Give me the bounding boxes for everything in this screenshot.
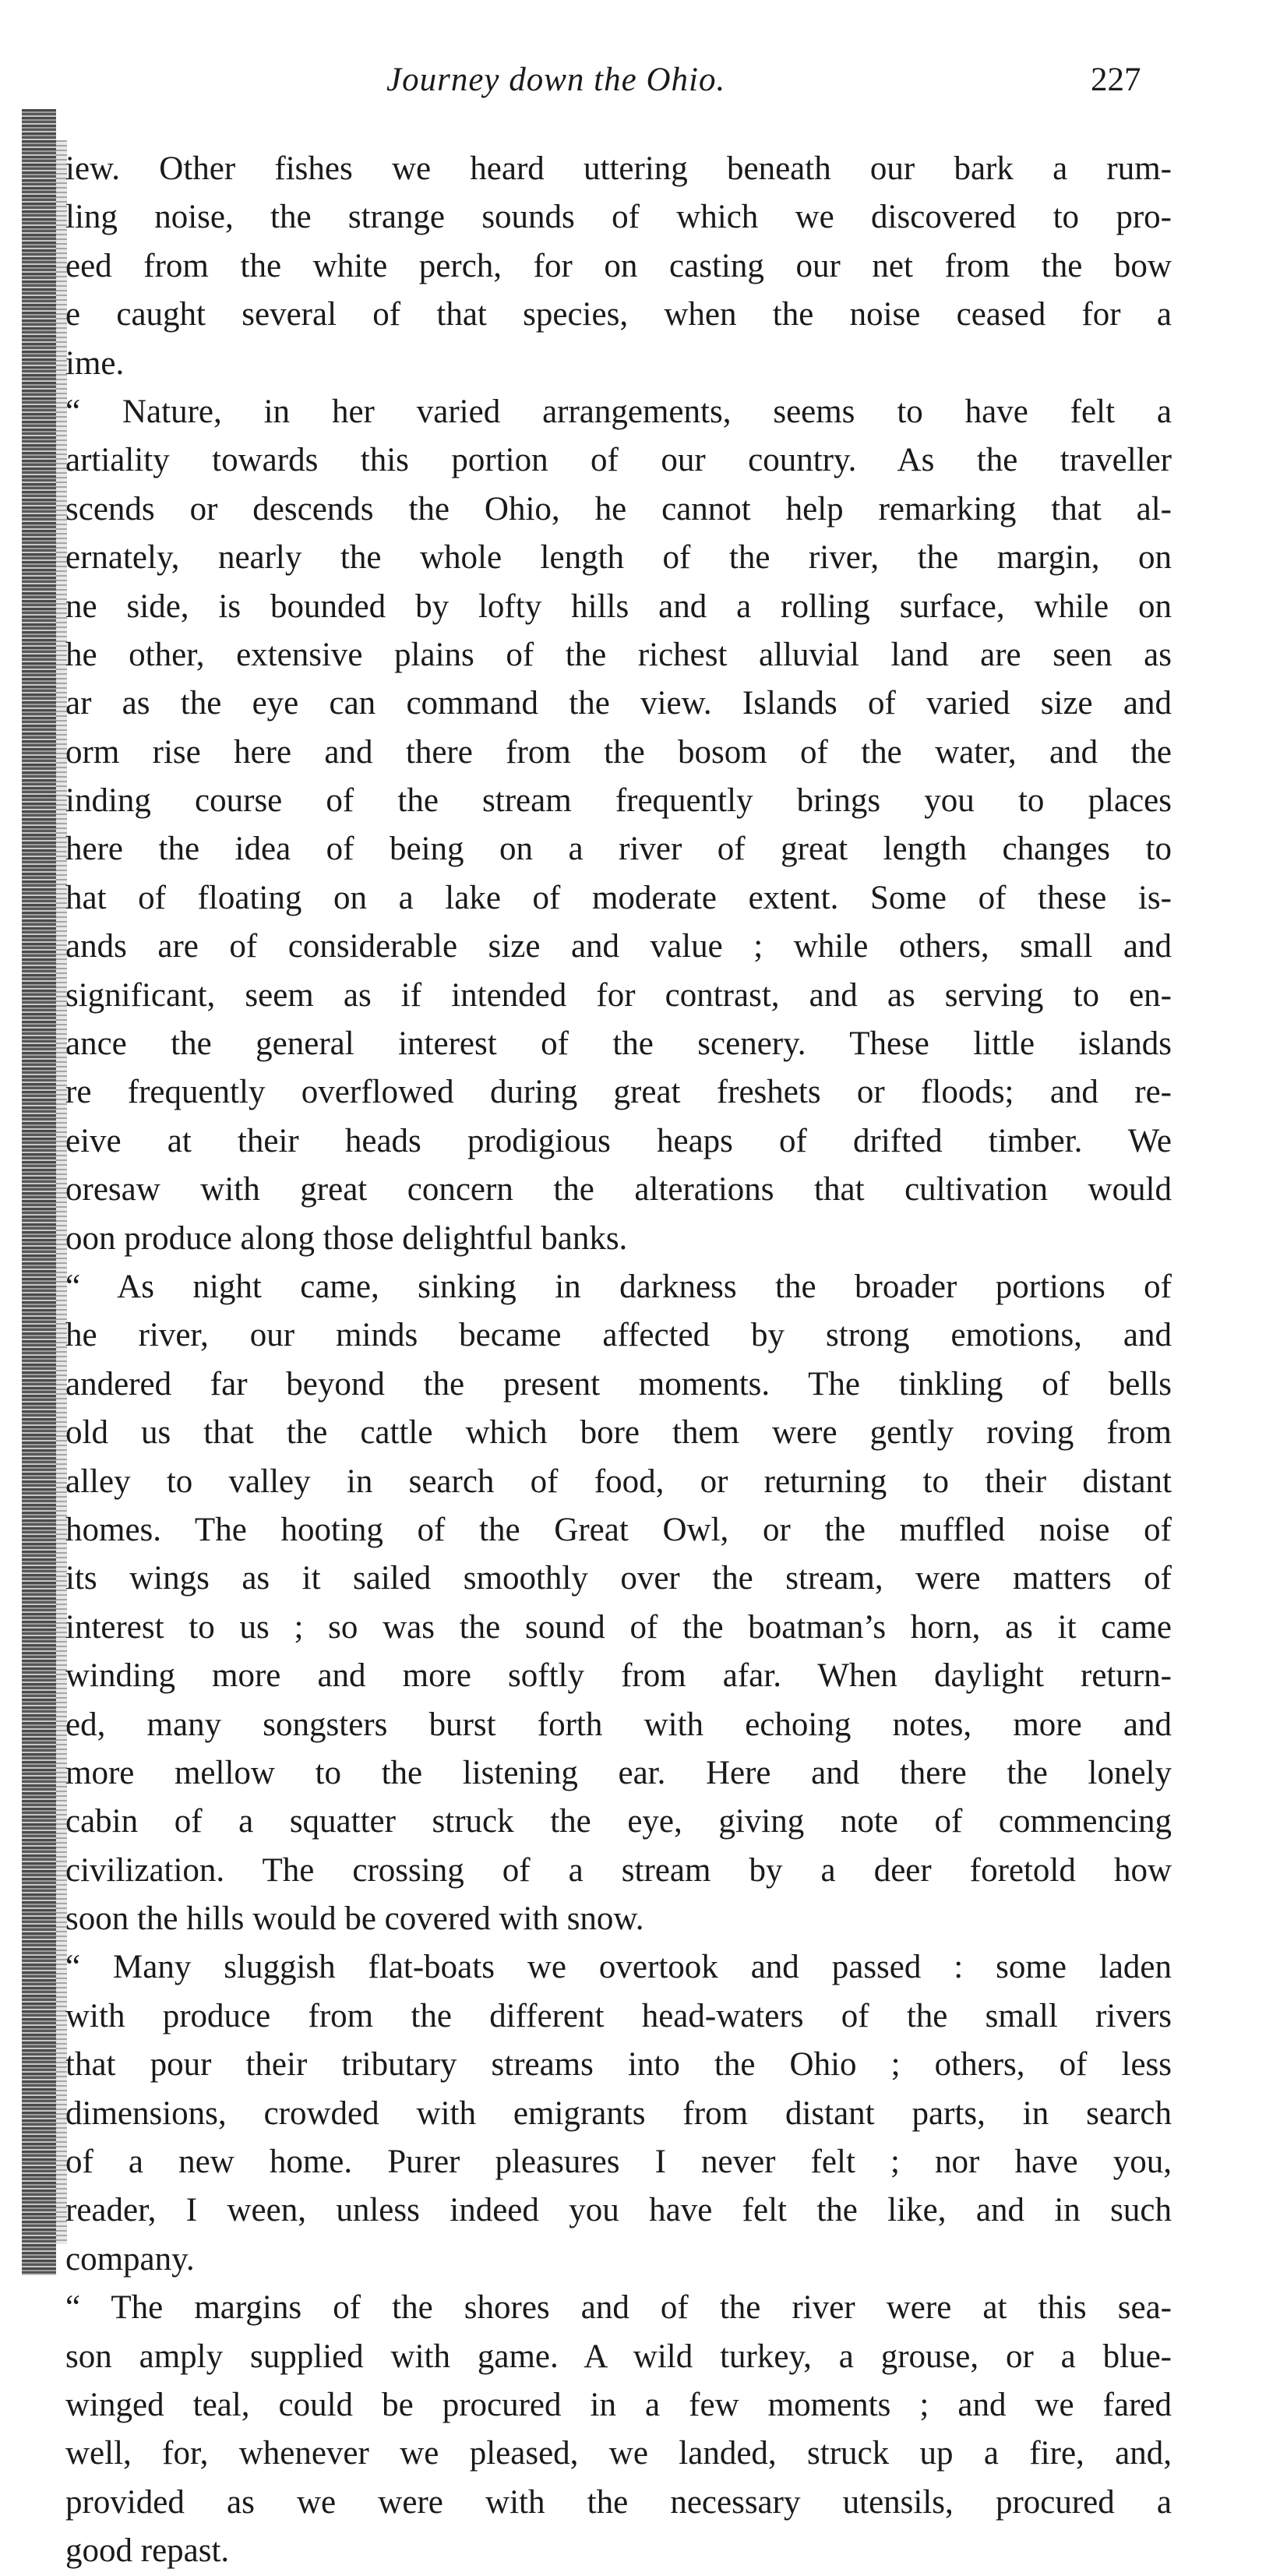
text-line: he other, extensive plains of the richest alluvial land are seen as — [65, 636, 1172, 673]
text-line: reader, I ween, unless indeed you have felt the like, and in such — [65, 2192, 1172, 2229]
text-line: “ The margins of the shores and of the river were at this sea- — [65, 2289, 1172, 2327]
text-line: here the idea of being on a river of great length changes to — [65, 831, 1172, 868]
text-line: winding more and more softly from afar. When daylight return- — [65, 1657, 1172, 1695]
text-line: ed, many songsters burst forth with echoing notes, more and — [65, 1706, 1172, 1743]
text-line: interest to us ; so was the sound of the boatman’s horn, as it came — [65, 1608, 1172, 1646]
text-line: good repast. — [65, 2532, 230, 2570]
text-line: cabin of a squatter struck the eye, giving note of commencing — [65, 1803, 1172, 1840]
running-title: Journey down the Ohio. — [386, 62, 726, 98]
text-line: andered far beyond the present moments. The tinkling of bells — [65, 1365, 1172, 1403]
body-text — [65, 145, 1172, 2576]
running-head — [0, 61, 1287, 108]
text-line: ling noise, the strange sounds of which we discovered to pro- — [65, 199, 1172, 236]
text-line: son amply supplied with game. A wild turkey, a grouse, or a blue- — [65, 2338, 1172, 2375]
text-line: civilization. The crossing of a stream by a deer foretold how — [65, 1851, 1172, 1889]
text-line: ance the general interest of the scenery. These little islands — [65, 1025, 1172, 1063]
text-line: e caught several of that species, when the noise ceased for a — [65, 296, 1172, 333]
text-line: winged teal, could be procured in a few moments ; and we fared — [65, 2386, 1172, 2423]
text-line: he river, our minds became affected by strong emotions, and — [65, 1317, 1172, 1354]
text-line: oon produce along those delightful banks. — [65, 1219, 628, 1257]
text-line: dimensions, crowded with emigrants from distant parts, in search — [65, 2094, 1172, 2132]
text-line: ar as the eye can command the view. Islands of varied size and — [65, 685, 1172, 722]
text-line: eive at their heads prodigious heaps of drifted timber. We — [65, 1122, 1172, 1159]
text-line: well, for, whenever we pleased, we landed, struck up a fire, and, — [65, 2435, 1172, 2472]
text-line: scends or descends the Ohio, he cannot help remarking that al- — [65, 490, 1172, 528]
page-number: 227 — [1091, 62, 1141, 98]
text-line: orm rise here and there from the bosom of the water, and the — [65, 733, 1172, 771]
text-line: hat of floating on a lake of moderate extent. Some of these is- — [65, 879, 1172, 916]
text-line: that pour their tributary streams into the Ohio ; others, of less — [65, 2046, 1172, 2084]
binding-edge-shadow — [22, 109, 56, 2275]
text-line: of a new home. Purer pleasures I never felt ; nor have you, — [65, 2144, 1172, 2181]
text-line: “ Nature, in her varied arrangements, seems to have felt a — [65, 393, 1172, 430]
text-line: eed from the white perch, for on casting our net from the bow — [65, 247, 1172, 284]
text-line: provided as we were with the necessary utensils, procured a — [65, 2483, 1172, 2521]
text-line: more mellow to the listening ear. Here and there the lonely — [65, 1754, 1172, 1791]
text-line: alley to valley in search of food, or returning to their distant — [65, 1463, 1172, 1500]
text-line: ands are of considerable size and value ; while others, small and — [65, 928, 1172, 965]
text-line: soon the hills would be covered with snow. — [65, 1900, 644, 1938]
text-line: artiality towards this portion of our country. As the traveller — [65, 442, 1172, 479]
text-line: inding course of the stream frequently brings you to places — [65, 782, 1172, 820]
text-line: re frequently overflowed during great freshets or floods; and re- — [65, 1074, 1172, 1111]
text-line: its wings as it sailed smoothly over the stream, were matters of — [65, 1560, 1172, 1597]
text-line: company. — [65, 2240, 195, 2278]
text-line: ernately, nearly the whole length of the river, the margin, on — [65, 539, 1172, 577]
text-line: old us that the cattle which bore them were gently roving from — [65, 1414, 1172, 1452]
text-line: ne side, is bounded by lofty hills and a rolling surface, while on — [65, 588, 1172, 625]
text-line: homes. The hooting of the Great Owl, or the muffled noise of — [65, 1511, 1172, 1548]
text-line: “ As night came, sinking in darkness the broader portions of — [65, 1268, 1172, 1305]
text-line: significant, seem as if intended for contrast, and as serving to en- — [65, 976, 1172, 1014]
text-line: iew. Other fishes we heard uttering beneath our bark a rum- — [65, 150, 1172, 187]
text-line: oresaw with great concern the alterations that cultivation would — [65, 1171, 1172, 1209]
text-line: “ Many sluggish flat-boats we overtook and passed : some laden — [65, 1949, 1172, 1986]
text-line: with produce from the different head-waters of the small rivers — [65, 1997, 1172, 2034]
text-line: ime. — [65, 344, 125, 382]
